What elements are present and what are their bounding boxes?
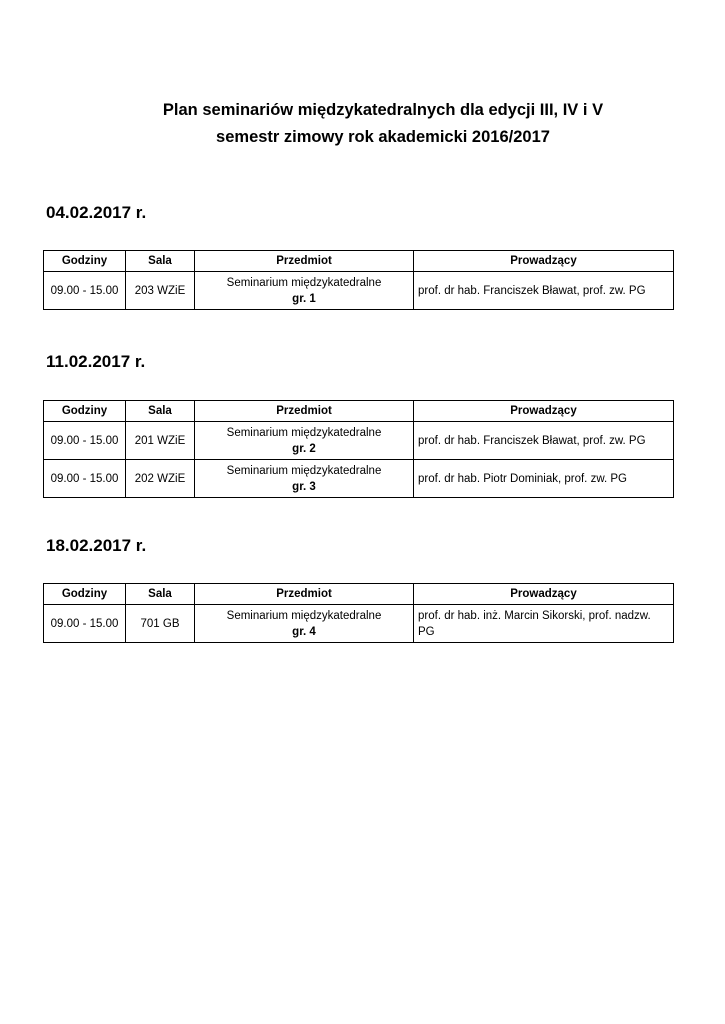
cell-room: 202 WZiE: [126, 460, 195, 498]
subject-name: Seminarium międzykatedralne: [226, 464, 382, 477]
cell-hours: 09.00 - 15.00: [44, 605, 126, 643]
cell-teacher: prof. dr hab. Franciszek Bławat, prof. zw. PG: [414, 272, 674, 310]
table-header-row: [44, 584, 674, 605]
subject-name: Seminarium międzykatedralne: [226, 609, 382, 622]
header-subject: Przedmiot: [195, 584, 414, 605]
schedule-table-2: [43, 400, 674, 498]
cell-room: 701 GB: [126, 605, 195, 643]
table-header-row: [44, 401, 674, 422]
header-subject: Przedmiot: [195, 251, 414, 272]
cell-room: 203 WZiE: [126, 272, 195, 310]
cell-subject: [195, 422, 414, 460]
subject-name: Seminarium międzykatedralne: [226, 276, 382, 289]
page-title: [0, 97, 725, 151]
section-date-1: 04.02.2017 r.: [46, 203, 147, 222]
cell-subject: [195, 272, 414, 310]
table-row: [44, 422, 674, 460]
cell-room: 201 WZiE: [126, 422, 195, 460]
header-teacher: Prowadzący: [414, 251, 674, 272]
cell-hours: 09.00 - 15.00: [44, 460, 126, 498]
table-row: [44, 460, 674, 498]
subject-group: gr. 4: [292, 625, 316, 638]
cell-hours: 09.00 - 15.00: [44, 422, 126, 460]
section-date-2: 11.02.2017 r.: [46, 352, 146, 371]
header-hours: Godziny: [44, 584, 126, 605]
cell-teacher: prof. dr hab. Piotr Dominiak, prof. zw. PG: [414, 460, 674, 498]
header-hours: Godziny: [44, 251, 126, 272]
cell-teacher: prof. dr hab. inż. Marcin Sikorski, prof. nadzw. PG: [414, 605, 674, 643]
schedule-table-1: [43, 250, 674, 310]
header-teacher: Prowadzący: [414, 584, 674, 605]
title-line-2: semestr zimowy rok akademicki 2016/2017: [216, 128, 550, 146]
header-room: Sala: [126, 401, 195, 422]
subject-name: Seminarium międzykatedralne: [226, 426, 382, 439]
header-teacher: Prowadzący: [414, 401, 674, 422]
title-line-1: Plan seminariów międzykatedralnych dla edycji III, IV i V: [162, 101, 604, 119]
table-row: [44, 272, 674, 310]
schedule-table-3: [43, 583, 674, 643]
table-header-row: [44, 251, 674, 272]
cell-hours: 09.00 - 15.00: [44, 272, 126, 310]
subject-group: gr. 1: [292, 292, 316, 305]
header-room: Sala: [126, 251, 195, 272]
section-date-3: 18.02.2017 r.: [46, 536, 147, 555]
header-subject: Przedmiot: [195, 401, 414, 422]
subject-group: gr. 2: [292, 442, 316, 455]
cell-subject: [195, 605, 414, 643]
cell-teacher: prof. dr hab. Franciszek Bławat, prof. zw. PG: [414, 422, 674, 460]
cell-subject: [195, 460, 414, 498]
table-row: [44, 605, 674, 643]
header-hours: Godziny: [44, 401, 126, 422]
header-room: Sala: [126, 584, 195, 605]
subject-group: gr. 3: [292, 480, 316, 493]
